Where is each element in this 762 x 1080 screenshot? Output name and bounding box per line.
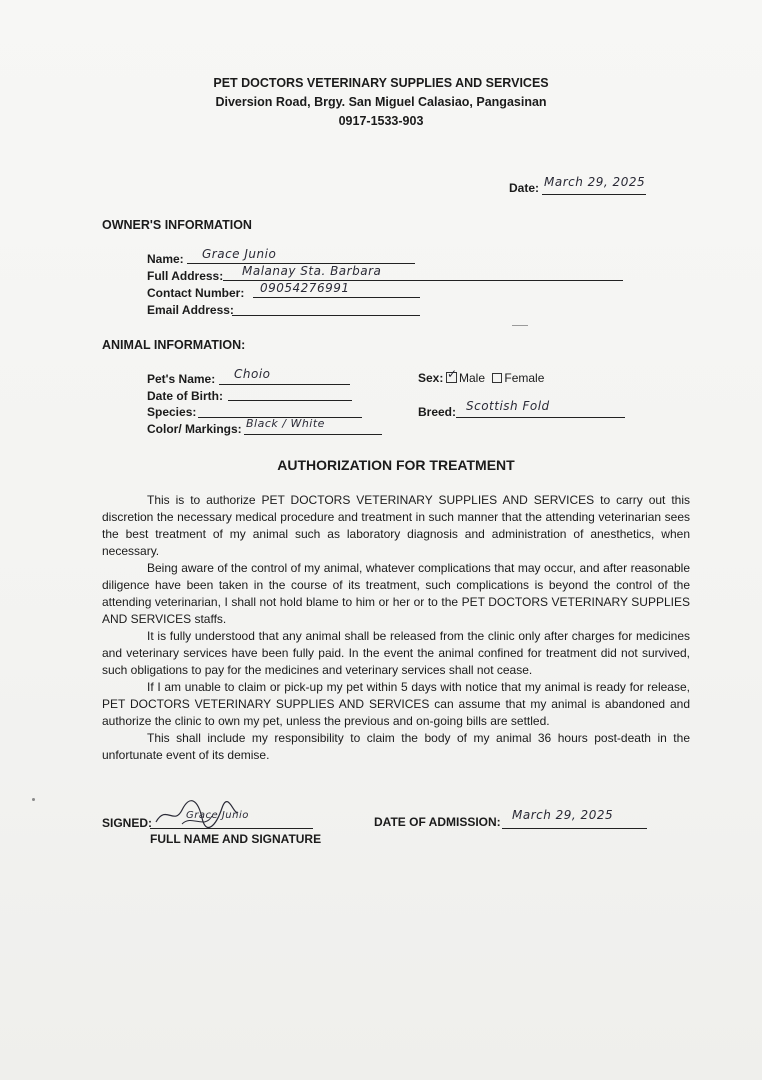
breed-label: Breed: xyxy=(418,405,457,419)
sex-male-checkbox[interactable]: ✓ xyxy=(447,367,458,381)
authorization-title: AUTHORIZATION FOR TREATMENT xyxy=(277,457,515,473)
scan-speck xyxy=(32,798,35,801)
owner-name-value: Grace Junio xyxy=(202,247,277,261)
breed-line xyxy=(456,417,625,418)
pet-name-line xyxy=(219,384,350,385)
pet-name-value: Choio xyxy=(234,367,271,381)
date-value: March 29, 2025 xyxy=(544,175,646,189)
clinic-phone: 0917-1533-903 xyxy=(338,114,424,128)
admission-line xyxy=(502,828,647,829)
signature-caption: FULL NAME AND SIGNATURE xyxy=(150,832,322,846)
owner-contact-value: 09054276991 xyxy=(260,281,350,295)
date-label: Date: xyxy=(509,181,540,195)
owner-contact-line xyxy=(253,297,420,298)
sex-female-label: Female xyxy=(504,371,545,385)
sex-label: Sex: xyxy=(418,371,444,385)
authorization-paragraph-1: This is to authorize PET DOCTORS VETERINARY SUPPLIES AND SERVICES to carry out this discretion the necessary medical procedure and treatment in such manner that the attending veterinarian sees the best treatment of my animal such as laboratory diagnosis and administration of anesthetics, when necessary. xyxy=(102,493,690,558)
authorization-paragraph-2: Being aware of the control of my animal, whatever complications that may occur, and after reasonable diligence have been taken in the course of its treatment, such complications is beyond the control of the attending veterinarian, I shall not hold blame to him or her or to the PET DOCTORS VETERINARY SUPPLIES AND SERVICES staffs. xyxy=(102,561,690,626)
pet-name-label: Pet's Name: xyxy=(147,372,216,386)
signed-label: SIGNED: xyxy=(102,816,153,830)
color-label: Color/ Markings: xyxy=(147,422,242,436)
sex-options xyxy=(446,367,545,385)
date-line xyxy=(542,194,646,195)
dob-line xyxy=(228,400,352,401)
authorization-paragraph-4: If I am unable to claim or pick-up my pet within 5 days with notice that my animal is ready for release, PET DOCTORS VETERINARY SUPPLIES AND SERVICES can assume that my animal is abandoned and authorize the clinic to own my pet, unless the previous and on-going bills are settled. xyxy=(102,680,690,728)
owner-email-label: Email Address: xyxy=(147,303,234,317)
scan-mark xyxy=(512,325,528,326)
owner-name-label: Name: xyxy=(147,252,184,266)
animal-section-title: ANIMAL INFORMATION: xyxy=(102,338,246,352)
signed-value: Grace Junio xyxy=(186,810,249,821)
dob-label: Date of Birth: xyxy=(147,389,223,403)
owner-email-line xyxy=(232,315,420,316)
species-label: Species: xyxy=(147,405,197,419)
signature-line xyxy=(150,828,313,829)
admission-label: DATE OF ADMISSION: xyxy=(374,815,501,829)
admission-value: March 29, 2025 xyxy=(512,808,614,822)
color-value: Black / White xyxy=(246,417,325,430)
clinic-name: PET DOCTORS VETERINARY SUPPLIES AND SERVICES xyxy=(213,76,549,90)
authorization-paragraph-3: It is fully understood that any animal shall be released from the clinic only after charges for medicines and veterinary services have been fully paid. In the event the animal confined for treatment did not survived, such obligations to pay for the medicines and veterinary services shall not cease. xyxy=(102,629,690,677)
owner-contact-label: Contact Number: xyxy=(147,286,245,300)
owner-address-label: Full Address: xyxy=(147,269,224,283)
breed-value: Scottish Fold xyxy=(466,399,550,413)
sex-male-label: Male xyxy=(459,371,486,385)
authorization-body xyxy=(102,492,690,764)
sex-female-checkbox[interactable] xyxy=(492,373,502,383)
owner-section-title: OWNER'S INFORMATION xyxy=(102,218,252,232)
owner-address-value: Malanay Sta. Barbara xyxy=(242,264,382,278)
clinic-address: Diversion Road, Brgy. San Miguel Calasiao, Pangasinan xyxy=(215,95,547,109)
authorization-paragraph-5: This shall include my responsibility to claim the body of my animal 36 hours post-death in the unfortunate event of its demise. xyxy=(102,731,690,762)
color-line xyxy=(244,434,382,435)
